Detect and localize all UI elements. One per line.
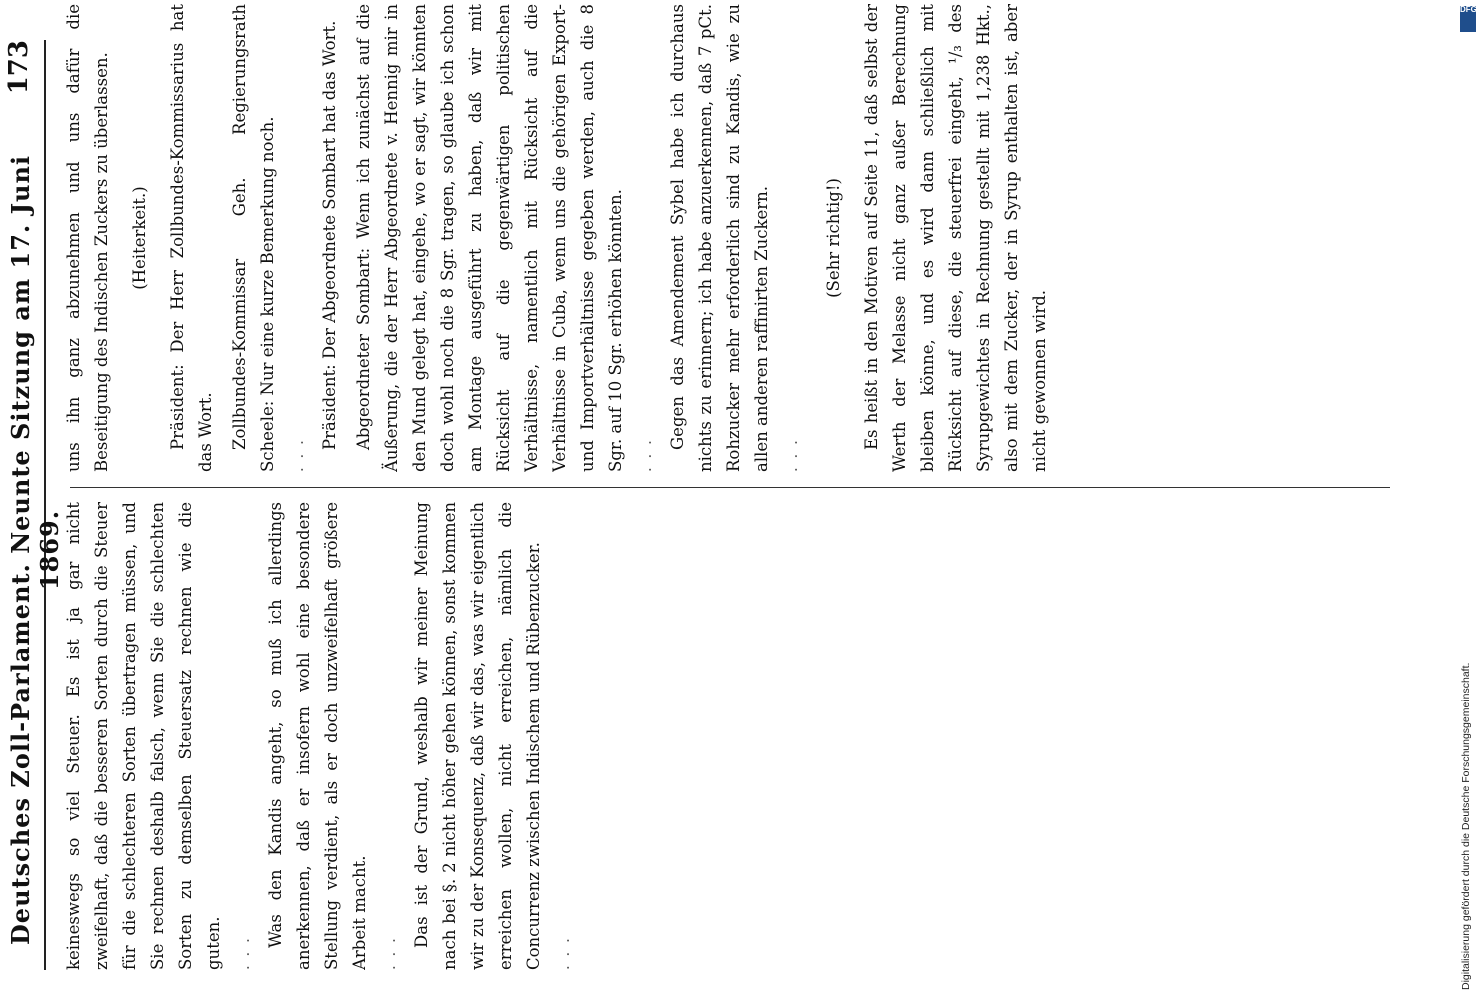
left-column (60, 502, 1400, 970)
page-number: 173 (4, 40, 34, 95)
remark-sehr-richtig: (Sehr richtig!) (824, 178, 843, 298)
sombart-gegen: Gegen das Amendement Sybel habe ich durchaus nichts zu erinnern; ich habe anzuerkennen, daß 7 pCt. Rohzucker mehr erforderlich sind zu Kandis, wie zu allen anderen raffinirten Zuckern. (668, 4, 771, 472)
remark-heiterkeit: (Heiterkeit.) (130, 186, 149, 290)
president-remark-1: Präsident: Der Herr Zollbundes-Kommissarius hat das Wort. (168, 4, 215, 472)
illegible-lines-4: · · · (293, 438, 311, 472)
right-column (60, 4, 1400, 472)
left-paragraph-grund: Das ist der Grund, weshalb wir meiner Meinung nach bei §. 2 nicht höher gehen können, sonst kommen wir zu der Konsequenz, daß wir das, was wir eigentlich erreichen wollen, nicht erreichen, nämlich die Concurrenz zwischen Indischem und Rübenzucker. (412, 502, 543, 970)
illegible-lines-1: · · · (239, 936, 257, 970)
illegible-lines-3: · · · (559, 936, 577, 970)
left-paragraph-kandis: Was den Kandis angeht, so muß ich allerdings anerkennen, daß er insofern wohl eine besondere Stellung verdient, als er doch unzweifelhaft größere Arbeit macht. (266, 502, 369, 970)
dfg-logo: DFG (1460, 6, 1476, 32)
illegible-lines-2: · · · (385, 936, 403, 970)
running-head (2, 40, 64, 970)
dfg-credit (1452, 0, 1482, 1000)
sombart-speech: Abgeordneter Sombart: Wenn ich zunächst auf die Äußerung, die der Herr Abgeordnete v. Hennig mir in den Mund gelegt hat, eingehe, wo er sagt, wir könnten doch wohl noch die 8 Sgr. tragen, so glaube ich schon am Montage ausgeführt zu haben, daß wir mit Rücksicht auf die gegenwärtigen politischen Verhältnisse, namentlich mit Rücksicht auf die Verhältnisse in Cuba, wenn uns die gehörigen Export- und Importverhältnisse gegeben werden, auch die 8 Sgr. auf 10 Sgr. erhöhen könnten. (354, 4, 625, 472)
running-head-title: Deutsches Zoll-Parlament. Neunte Sitzung am 17. Juni 1869. (6, 154, 64, 946)
left-paragraph-1: keineswegs so viel Steuer. Es ist ja gar nicht zweifelhaft, daß die besseren Sorten durch die Steuer für die schlechteren Sorten übertragen müssen, und Sie rechnen deshalb falsch, wenn Sie die schlechten Sorten zu demselben Steuersatz rechnen wie die guten. (64, 502, 223, 970)
illegible-lines-5: · · · (641, 438, 659, 472)
scheele-speech: Zollbundes-Kommissar Geh. Regierungsrath Scheele: Nur eine kurze Bemerkung noch. (230, 4, 277, 472)
sombart-motive: Es heißt in den Motiven auf Seite 11, daß selbst der Werth der Melasse nicht ganz außer Berechnung bleiben könne, und es wird dann schließlich mit Rücksicht auf diese, die steuerfrei eingeht, ¹/₃ des Syrupgewichtes in Rechnung gestellt mit 1,238 Hkt., also mit dem Zucker, der in Syrup enthalten ist, aber nicht gewonnen wird. (862, 4, 1049, 472)
right-continuation: uns ihn ganz abzunehmen und uns dafür die Beseitigung des Indischen Zuckers zu überlassen. (64, 4, 111, 472)
dfg-credit-text: Digitalisierung gefördert durch die Deutsche Forschungsgemeinschaft. (1460, 662, 1472, 990)
column-divider (70, 487, 1390, 488)
illegible-lines-6: · · · (787, 438, 805, 472)
president-remark-2: Präsident: Der Abgeordnete Sombart hat das Wort. (320, 20, 339, 450)
